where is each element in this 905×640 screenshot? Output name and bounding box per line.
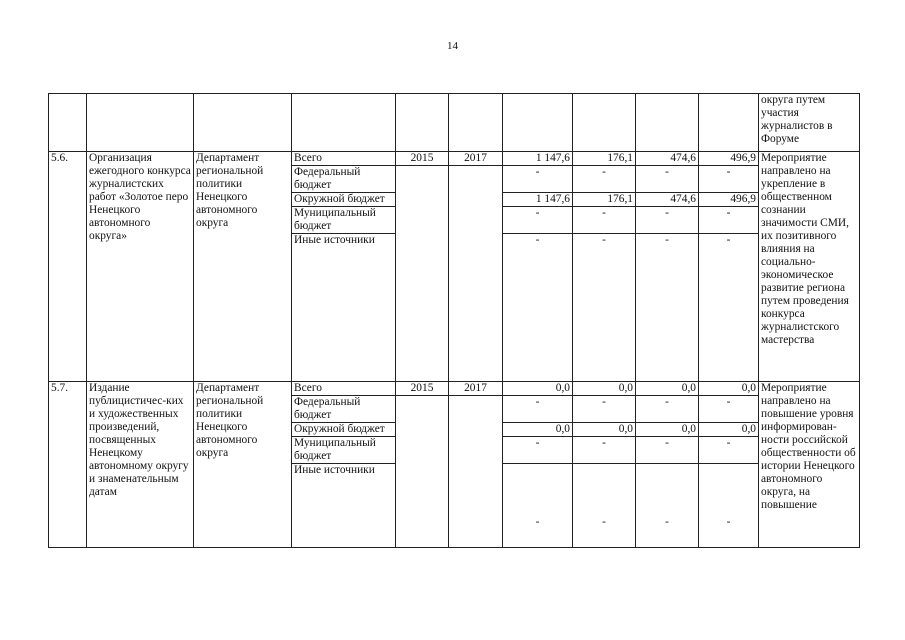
end-year: 2017: [449, 152, 503, 166]
note-cell: округа путем участия журналистов в Форуме: [759, 94, 860, 152]
amount-2017: -: [699, 437, 759, 464]
source-label: Муниципальный бюджет: [292, 207, 396, 234]
amount-2016: -: [636, 464, 699, 548]
note-cell: Мероприятие направлено на повышение уровня информирован-ности российской общественности об истории Ненецкого автономного округа, на повышение: [759, 382, 860, 548]
page-number: 14: [447, 40, 458, 52]
table-row: [49, 152, 860, 166]
source-label: Всего: [292, 382, 396, 396]
cell-empty: [503, 94, 573, 152]
source-label: Муниципальный бюджет: [292, 437, 396, 464]
amount-2016: -: [636, 396, 699, 423]
amount-2015: 176,1: [573, 152, 636, 166]
cell-empty: [87, 94, 194, 152]
cell-empty: [449, 396, 503, 548]
amount-2017: 0,0: [699, 382, 759, 396]
item-executor: Департамент региональной политики Ненецкого автономного округа: [194, 152, 292, 382]
end-year: 2017: [449, 382, 503, 396]
source-label: Окружной бюджет: [292, 423, 396, 437]
amount-2016: 0,0: [636, 382, 699, 396]
amount-2017: -: [699, 464, 759, 548]
source-label: Федеральный бюджет: [292, 166, 396, 193]
amount-2017: -: [699, 396, 759, 423]
amount-total: -: [503, 234, 573, 382]
source-label: Иные источники: [292, 234, 396, 382]
amount-total: -: [503, 166, 573, 193]
amount-total: 1 147,6: [503, 193, 573, 207]
note-cell: Мероприятие направлено на укрепление в общественном сознании значимости СМИ, их позитивного влияния на социально-экономическое развитие региона путем проведения конкурса журналистского мастерства: [759, 152, 860, 382]
amount-2016: 474,6: [636, 152, 699, 166]
amount-2015: 0,0: [573, 382, 636, 396]
source-label: Федеральный бюджет: [292, 396, 396, 423]
amount-total: -: [503, 396, 573, 423]
amount-total: -: [503, 437, 573, 464]
amount-2017: -: [699, 234, 759, 382]
amount-total: -: [503, 464, 573, 548]
source-label: Окружной бюджет: [292, 193, 396, 207]
source-label: Всего: [292, 152, 396, 166]
cell-empty: [396, 166, 449, 382]
start-year: 2015: [396, 152, 449, 166]
amount-2015: -: [573, 396, 636, 423]
amount-2016: 474,6: [636, 193, 699, 207]
item-executor: Департамент региональной политики Ненецкого автономного округа: [194, 382, 292, 548]
amount-2017: -: [699, 166, 759, 193]
amount-2015: 0,0: [573, 423, 636, 437]
cell-empty: [449, 94, 503, 152]
amount-2015: -: [573, 234, 636, 382]
amount-2017: 0,0: [699, 423, 759, 437]
amount-total: 0,0: [503, 423, 573, 437]
cell-empty: [49, 94, 87, 152]
cell-empty: [449, 166, 503, 382]
amount-2016: -: [636, 166, 699, 193]
start-year: 2015: [396, 382, 449, 396]
cell-empty: [636, 94, 699, 152]
item-number: 5.7.: [49, 382, 87, 548]
item-name: Издание публицистичес-ких и художественных произведений, посвященных Ненецкому автономному округу и знаменательным датам: [87, 382, 194, 548]
cell-empty: [194, 94, 292, 152]
amount-2016: -: [636, 437, 699, 464]
amount-2017: 496,9: [699, 193, 759, 207]
cell-empty: [396, 396, 449, 548]
cell-empty: [573, 94, 636, 152]
item-number: 5.6.: [49, 152, 87, 382]
program-table: [48, 93, 860, 548]
amount-2015: -: [573, 207, 636, 234]
amount-2017: -: [699, 207, 759, 234]
amount-2016: -: [636, 207, 699, 234]
amount-2016: -: [636, 234, 699, 382]
amount-2016: 0,0: [636, 423, 699, 437]
amount-2015: -: [573, 437, 636, 464]
amount-2015: -: [573, 464, 636, 548]
cell-empty: [396, 94, 449, 152]
amount-2015: -: [573, 166, 636, 193]
table-row: [49, 382, 860, 396]
amount-2015: 176,1: [573, 193, 636, 207]
amount-total: 1 147,6: [503, 152, 573, 166]
cell-empty: [292, 94, 396, 152]
amount-2017: 496,9: [699, 152, 759, 166]
amount-total: 0,0: [503, 382, 573, 396]
continuation-row: [49, 94, 860, 152]
item-name: Организация ежегодного конкурса журналистских работ «Золотое перо Ненецкого автономного округа»: [87, 152, 194, 382]
source-label: Иные источники: [292, 464, 396, 548]
cell-empty: [699, 94, 759, 152]
amount-total: -: [503, 207, 573, 234]
